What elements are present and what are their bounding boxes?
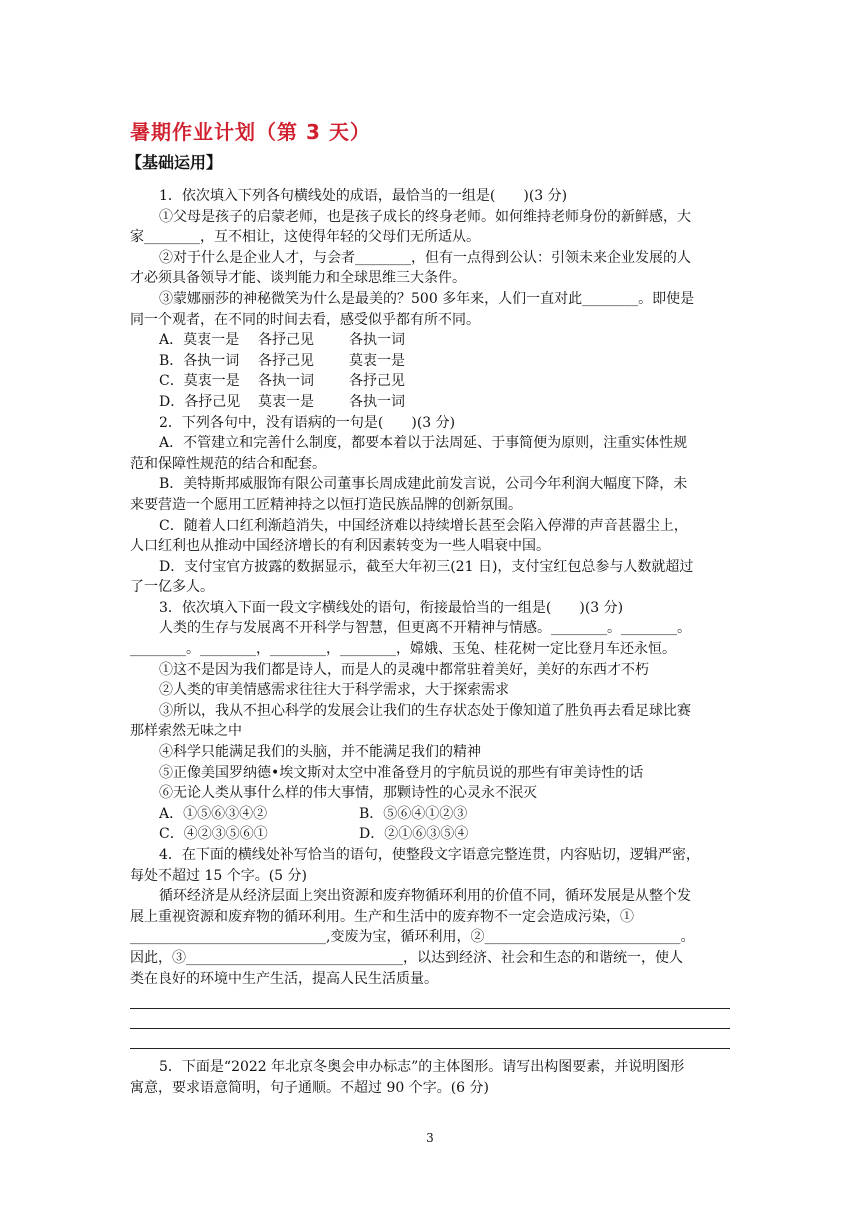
q3-item-6: ⑥无论人类从事什么样的伟大事情，那颗诗性的心灵永不泯灭	[159, 785, 537, 802]
q2-option-a: A．不管建立和完善什么制度，都要本着以于法周延、于事简便为原则，注重实体性规	[159, 435, 688, 452]
page-title: 暑期作业计划（第 3 天）	[130, 120, 371, 144]
q3-item-4: ④科学只能满足我们的头脑，并不能满足我们的精神	[159, 744, 481, 761]
q4-passage-2: 展上重视资源和废弃物的循环利用。生产和生活中的废弃物不一定会造成污染，①	[130, 908, 634, 925]
q3-option-d: D．②①⑥③⑤④	[359, 826, 469, 843]
question-1-stem: 1．依次填入下列各句横线处的成语，最恰当的一组是( )(3 分)	[159, 188, 568, 204]
option-text: 莫衷一是	[349, 352, 405, 369]
option-text: 各抒己见	[258, 332, 314, 349]
q3-item-3-cont: 那样索然无味之中	[130, 723, 242, 740]
option-text: 各执一词	[258, 373, 314, 390]
q2-option-a-cont: 范和保障性规范的结合和配套。	[130, 455, 326, 472]
question-3-stem: 3．依次填入下面一段文字横线处的语句，衔接最恰当的一组是( )(3 分)	[159, 599, 624, 616]
question-4-stem: 4．在下面的横线处补写恰当的语句，使整段文字语意完整连贯，内容贴切，逻辑严密，	[159, 847, 700, 863]
q2-option-c-cont: 人口红利也从推动中国经济增长的有利因素转变为一些人唱衰中国。	[130, 538, 550, 555]
q3-item-3: ③所以，我从不担心科学的发展会让我们的生存状态处于像知道了胜负再去看足球比赛	[159, 702, 691, 719]
q3-item-1: ①这不是因为我们都是诗人，而是人的灵魂中都常驻着美好，美好的东西才不朽	[159, 661, 649, 678]
q4-passage-5: 类在良好的环境中生产生活，提高人民生活质量。	[130, 970, 438, 987]
q3-option-c: C．④②③⑤⑥①	[159, 826, 268, 843]
q1-sentence-2-cont: 才必须具备领导才能、谈判能力和全球思维三大条件。	[130, 270, 466, 287]
q3-passage-cont: ________。________，________，________，嫦娥、玉兔、桂花树一定比登月车还永恒。	[130, 641, 676, 658]
q1-sentence-3: ③蒙娜丽莎的神秘微笑为什么是最美的？500 多年来，人们一直对此________。即使是	[159, 290, 695, 307]
question-5-stem: 5．下面是“2022 年北京冬奥会申办标志”的主体图形。请写出构图要素，并说明图形	[159, 1059, 685, 1076]
q2-option-b-cont: 来要营造一个愿用工匠精神持之以恒打造民族品牌的创新氛围。	[130, 496, 522, 513]
q2-option-d-cont: 了一亿多人。	[130, 579, 214, 596]
q4-passage-3: ____________________________,变废为宝，循环利用，②____________________________。	[130, 929, 695, 946]
q1-sentence-2: ②对于什么是企业人才，与会者________，但有一点得到公认：引领未来企业发展的人	[159, 249, 691, 266]
q3-item-2: ②人类的审美情感需求往往大于科学需求，大于探索需求	[159, 682, 509, 699]
q3-options-cd	[130, 824, 730, 845]
q1-option-d	[130, 392, 730, 413]
option-text: B．各执一词	[159, 352, 240, 369]
page-number: 3	[426, 1131, 434, 1145]
q4-passage: 循环经济是从经济层面上突出资源和废弃物循环利用的价值不同，循环发展是从整个发	[159, 888, 691, 905]
q3-options-ab	[130, 804, 730, 825]
question-5-stem-cont: 寓意，要求语意简明，句子通顺。不超过 90 个字。(6 分)	[130, 1079, 489, 1096]
option-text: A．莫衷一是	[159, 332, 240, 349]
q3-option-a: A．①⑤⑥③④②	[159, 805, 268, 822]
q1-option-c	[130, 371, 730, 392]
document-body	[130, 186, 730, 1098]
option-text: D．各抒己见	[159, 393, 241, 410]
option-text: 各执一词	[349, 393, 405, 410]
option-text: 各抒己见	[349, 373, 405, 390]
q3-passage: 人类的生存与发展离不开科学与智慧，但更离不开精神与情感。________。________。	[159, 620, 691, 637]
q2-option-b: B．美特斯邦威服饰有限公司董事长周成建此前发言说，公司今年利润大幅度下降，未	[159, 476, 688, 493]
option-text: 莫衷一是	[258, 393, 314, 410]
q1-sentence-1-cont: 家________，互不相让，这使得年轻的父母们无所适从。	[130, 229, 480, 246]
q2-option-d: D．支付宝官方披露的数据显示，截至大年初三(21 日)，支付宝红包总参与人数就超过	[159, 558, 694, 575]
option-text: C．莫衷一是	[159, 373, 240, 390]
q1-option-b	[130, 351, 730, 372]
question-2-stem: 2．下列各句中，没有语病的一句是( )(3 分)	[159, 414, 456, 431]
section-heading: 【基础运用】	[126, 153, 223, 172]
q1-sentence-3-cont: 同一个观者，在不同的时间去看，感受似乎都有所不同。	[130, 311, 480, 328]
question-4-stem-cont: 每处不超过 15 个字。(5 分)	[130, 867, 307, 884]
q4-passage-4: 因此，③_______________________________，以达到经济、社会和生态的和谐统一，使人	[130, 949, 683, 966]
q3-option-b: B．⑤⑥④①②③	[359, 805, 468, 822]
q1-sentence-1: ①父母是孩子的启蒙老师，也是孩子成长的终身老师。如何维持老师身份的新鲜感，大	[159, 208, 691, 225]
q3-item-5: ⑤正像美国罗纳德•埃文斯对太空中准备登月的宇航员说的那些有审美诗性的话	[159, 764, 644, 781]
option-text: 各抒己见	[258, 352, 314, 369]
q2-option-c: C．随着人口红利渐趋消失，中国经济难以持续增长甚至会陷入停滞的声音甚嚣尘上，	[159, 517, 688, 534]
option-text: 各执一词	[349, 332, 405, 349]
q1-option-a	[130, 330, 730, 351]
